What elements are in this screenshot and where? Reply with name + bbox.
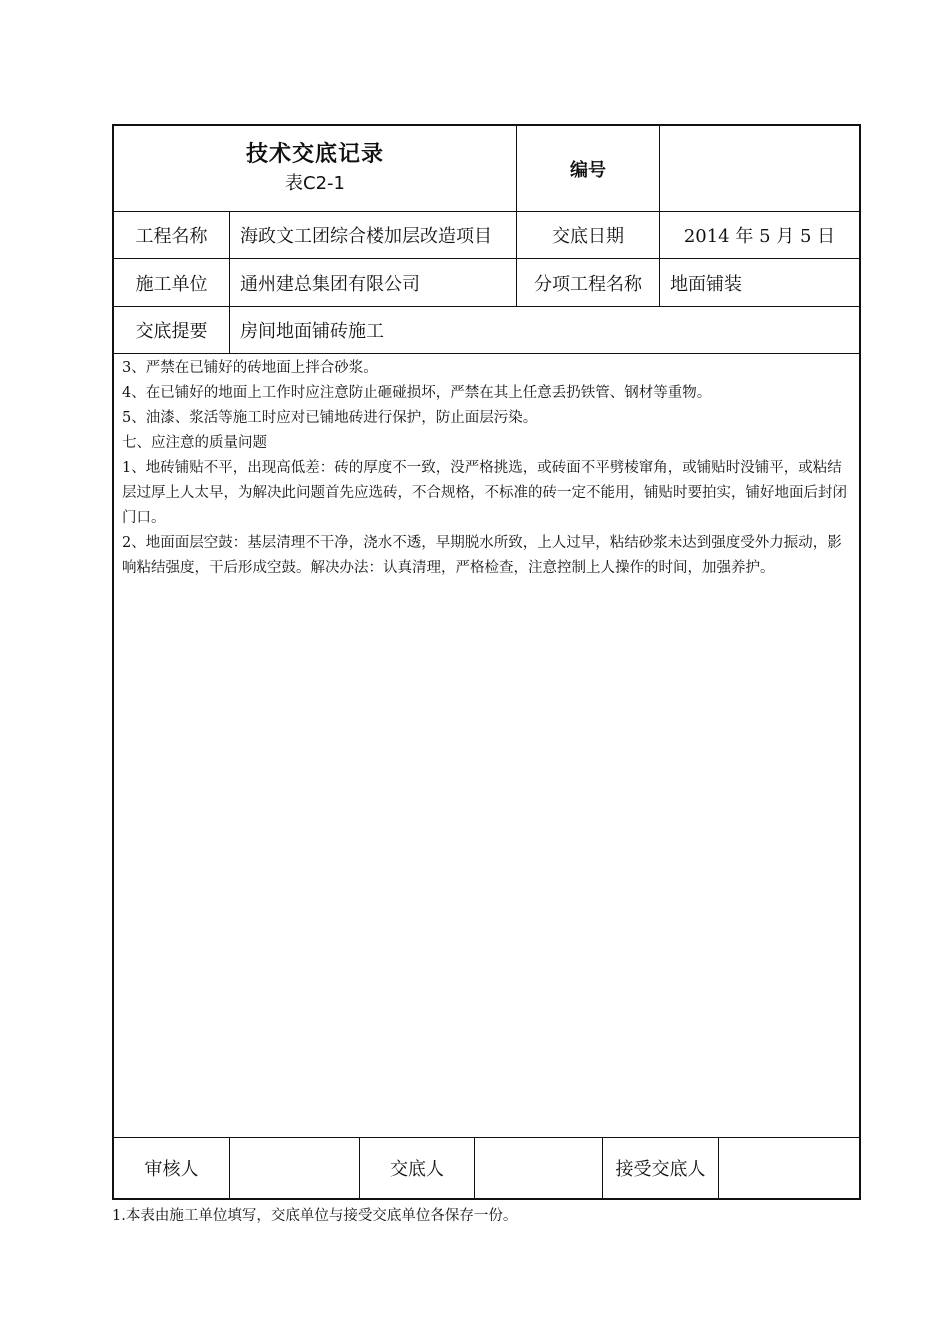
date-value[interactable]: 2014 年 5 月 5 日 [683,226,836,247]
date-label: 交底日期 [517,212,660,258]
discloser-label: 交底人 [360,1138,475,1198]
project-name-value[interactable]: 海政文工团综合楼加层改造项目 [230,212,517,258]
content-line: 5、油漆、浆活等施工时应对已铺地砖进行保护，防止面层污染。 [122,410,538,426]
receiver-value[interactable] [719,1138,859,1198]
summary-row [114,307,859,354]
form-title: 技术交底记录 [245,141,384,167]
number-value[interactable] [660,126,859,211]
reviewer-label: 审核人 [114,1138,230,1198]
summary-value[interactable]: 房间地面铺砖施工 [240,321,384,342]
title-cell [114,126,517,211]
content-heading: 七、应注意的质量问题 [122,435,267,451]
reviewer-value[interactable] [230,1138,360,1198]
footer-note: 1.本表由施工单位填写，交底单位与接受交底单位各保存一份。 [112,1208,518,1224]
disclosure-content[interactable] [114,354,859,1138]
form-code: 表C2-1 [285,172,345,194]
receiver-label: 接受交底人 [603,1138,719,1198]
technical-disclosure-form [112,124,861,1200]
contractor-value[interactable]: 通州建总集团有限公司 [230,259,517,306]
content-line: 2、地面面层空鼓：基层清理不干净，浇水不透，早期脱水所致，上人过早，粘结砂浆未达到强度受外力振动，影响粘结强度，干后形成空鼓。解决办法：认真清理，严格检查，注意控制上人操作的时间，加强养护。 [122,535,842,576]
number-label: 编号 [517,126,660,211]
header-row [114,126,859,212]
project-row [114,212,859,259]
summary-label: 交底提要 [114,307,230,353]
signature-row [114,1138,859,1198]
contractor-label: 施工单位 [114,259,230,306]
content-line: 1、地砖铺贴不平，出现高低差：砖的厚度不一致，没严格挑选，或砖面不平劈棱窜角，或铺贴时没铺平，或粘结层过厚上人太早，为解决此问题首先应选砖，不合规格，不标准的砖一定不能用，铺贴时要拍实，铺好地面后封闭门口。 [122,460,847,526]
discloser-value[interactable] [475,1138,603,1198]
contractor-row [114,259,859,307]
subitem-value[interactable]: 地面铺装 [670,273,742,295]
content-line: 3、严禁在已铺好的砖地面上拌合砂浆。 [122,360,378,376]
subitem-label: 分项工程名称 [517,259,660,306]
project-name-label: 工程名称 [114,212,230,258]
content-line: 4、在已铺好的地面上工作时应注意防止砸碰损坏，严禁在其上任意丢扔铁管、钢材等重物。 [122,385,712,401]
